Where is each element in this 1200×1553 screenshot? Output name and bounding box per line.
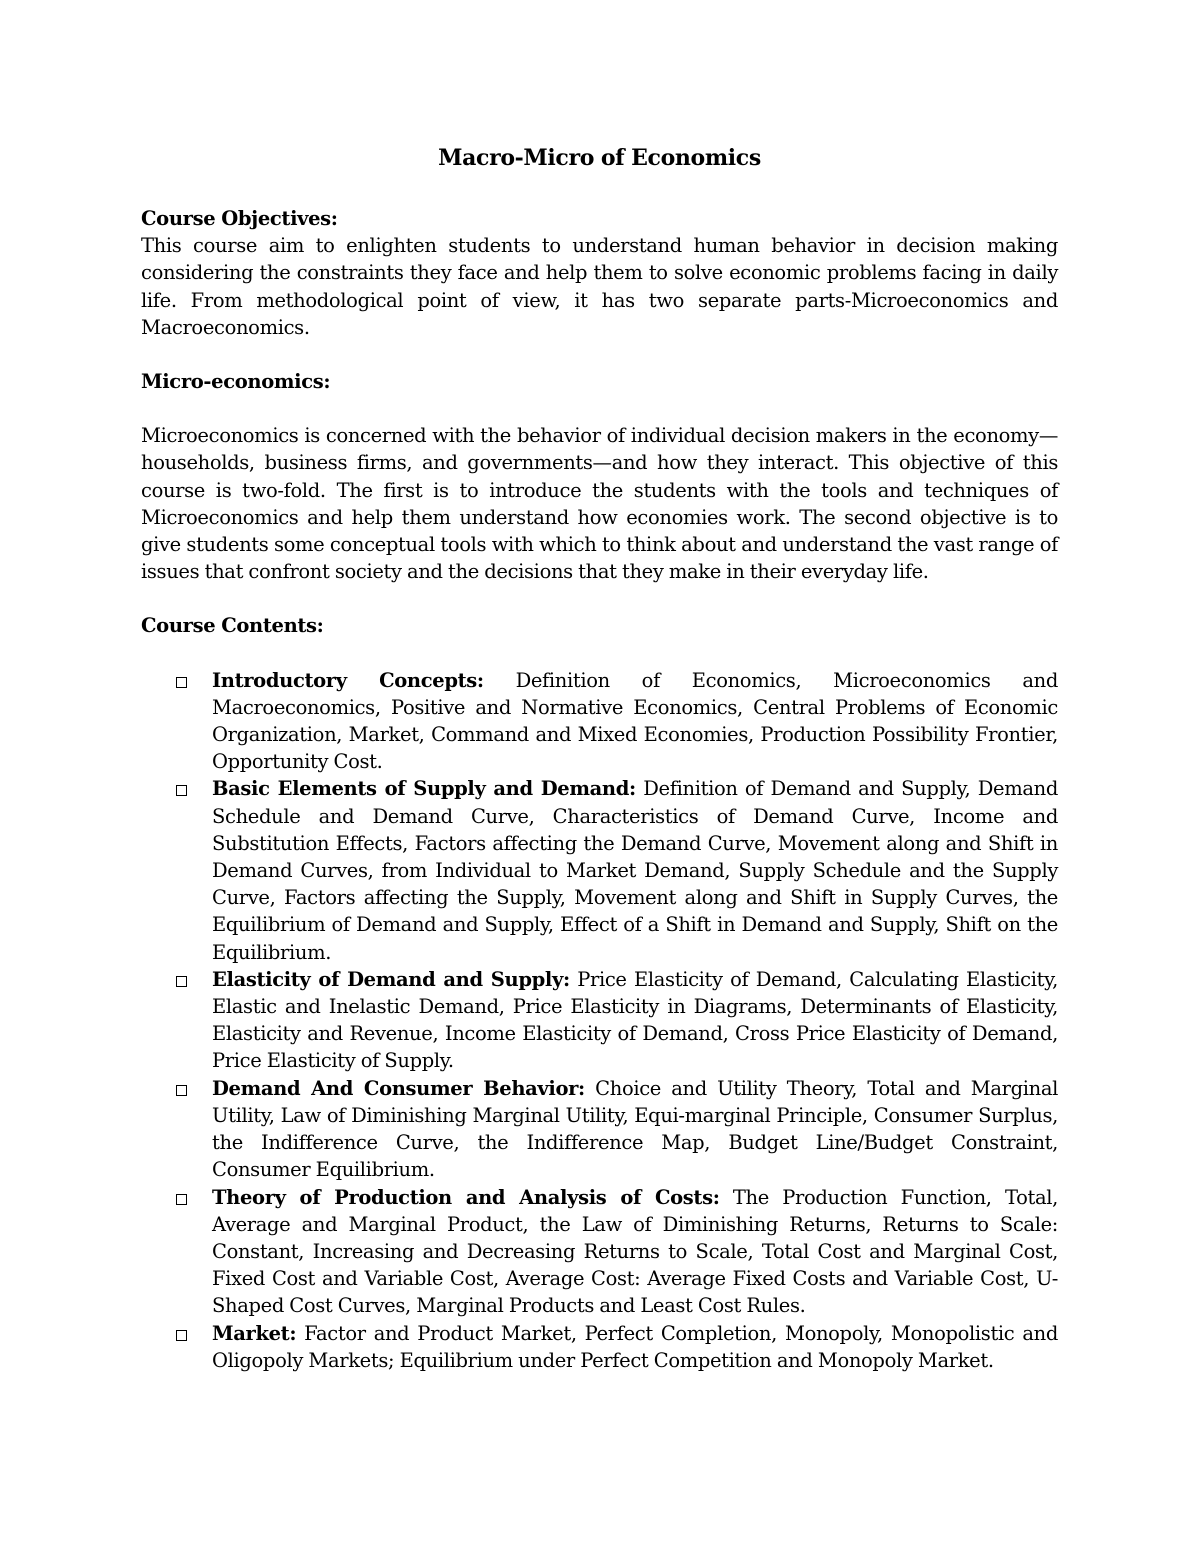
- list-item-label: Elasticity of Demand and Supply:: [212, 967, 570, 991]
- checkbox-bullet-icon: [176, 677, 187, 688]
- list-item: [141, 667, 1058, 776]
- spacer: [141, 585, 1058, 612]
- course-contents-list: [141, 667, 1058, 1374]
- spacer: [141, 395, 1058, 422]
- list-item-text: Definition of Demand and Supply, Demand Schedule and Demand Curve, Characteristics of Demand Curve, Income and Substitution Effects, Factors affecting the Demand Curve, Movement along and Shift in Demand Curves, from Individual to Market Demand, Supply Schedule and the Supply Curve, Factors affecting the Supply, Movement along and Shift in Supply Curves, the Equilibrium of Demand and Supply, Effect of a Shift in Demand and Supply, Shift on the Equilibrium.: [212, 777, 1058, 964]
- checkbox-bullet-icon: [176, 785, 187, 796]
- spacer: [141, 640, 1058, 667]
- list-item: [141, 775, 1058, 965]
- list-item-label: Basic Elements of Supply and Demand:: [212, 777, 636, 801]
- list-item-text: Factor and Product Market, Perfect Completion, Monopoly, Monopolistic and Oligopoly Markets; Equilibrium under Perfect Competition and Monopoly Market.: [212, 1321, 1058, 1372]
- list-item-label: Demand And Consumer Behavior:: [212, 1076, 585, 1100]
- list-item: [141, 966, 1058, 1075]
- list-item-text: Definition of Economics, Microeconomics and Macroeconomics, Positive and Normative Economics, Central Problems of Economic Organization, Market, Command and Mixed Economies, Production Possibility Frontier, Opportunity Cost.: [212, 668, 1058, 774]
- list-item-text: Choice and Utility Theory, Total and Marginal Utility, Law of Diminishing Marginal Utility, Equi-marginal Principle, Consumer Surplus, the Indifference Curve, the Indifference Map, Budget Line/Budget Constraint, Consumer Equilibrium.: [212, 1076, 1058, 1182]
- checkbox-bullet-icon: [176, 976, 187, 987]
- course-objectives-heading: Course Objectives:: [141, 207, 338, 230]
- list-item-text: Price Elasticity of Demand, Calculating Elasticity, Elastic and Inelastic Demand, Price Elasticity in Diagrams, Determinants of Elasticity, Elasticity and Revenue, Income Elasticity of Demand, Cross Price Elasticity of Demand, Price Elasticity of Supply.: [212, 967, 1058, 1073]
- list-item-label: Introductory Concepts:: [212, 668, 484, 692]
- list-item: [141, 1075, 1058, 1184]
- checkbox-bullet-icon: [176, 1194, 187, 1205]
- micro-economics-heading: Micro-economics:: [141, 370, 331, 394]
- spacer: [141, 341, 1058, 368]
- list-item: [141, 1320, 1058, 1374]
- document-title: Macro-Micro of Economics: [438, 145, 761, 171]
- list-item-label: Market:: [212, 1321, 297, 1345]
- list-item-text: The Production Function, Total, Average and Marginal Product, the Law of Diminishing Returns, Returns to Scale: Constant, Increasing and Decreasing Returns to Scale, Total Cost and Marginal Cost, Fixed Cost and Variable Cost, Average Cost: Average Fixed Costs and Variable Cost, U-Shaped Cost Curves, Marginal Products and Least Cost Rules.: [212, 1185, 1058, 1318]
- course-objectives-text: This course aim to enlighten students to understand human behavior in decision making considering the constraints they face and help them to solve economic problems facing in daily life. From methodological point of view, it has two separate parts-Microeconomics and Macroeconomics.: [141, 234, 1058, 339]
- checkbox-bullet-icon: [176, 1330, 187, 1341]
- course-contents-heading: Course Contents:: [141, 614, 324, 638]
- checkbox-bullet-icon: [176, 1085, 187, 1096]
- list-item-label: Theory of Production and Analysis of Costs:: [212, 1185, 720, 1209]
- list-item: [141, 1184, 1058, 1320]
- micro-economics-text: Microeconomics is concerned with the behavior of individual decision makers in the economy—households, business firms, and governments—and how they interact. This objective of this course is two-fold. The first is to introduce the students with the tools and techniques of Microeconomics and help them understand how economies work. The second objective is to give students some conceptual tools with which to think about and understand the vast range of issues that confront society and the decisions that they make in their everyday life.: [141, 424, 1058, 584]
- document-page: [141, 143, 1058, 1374]
